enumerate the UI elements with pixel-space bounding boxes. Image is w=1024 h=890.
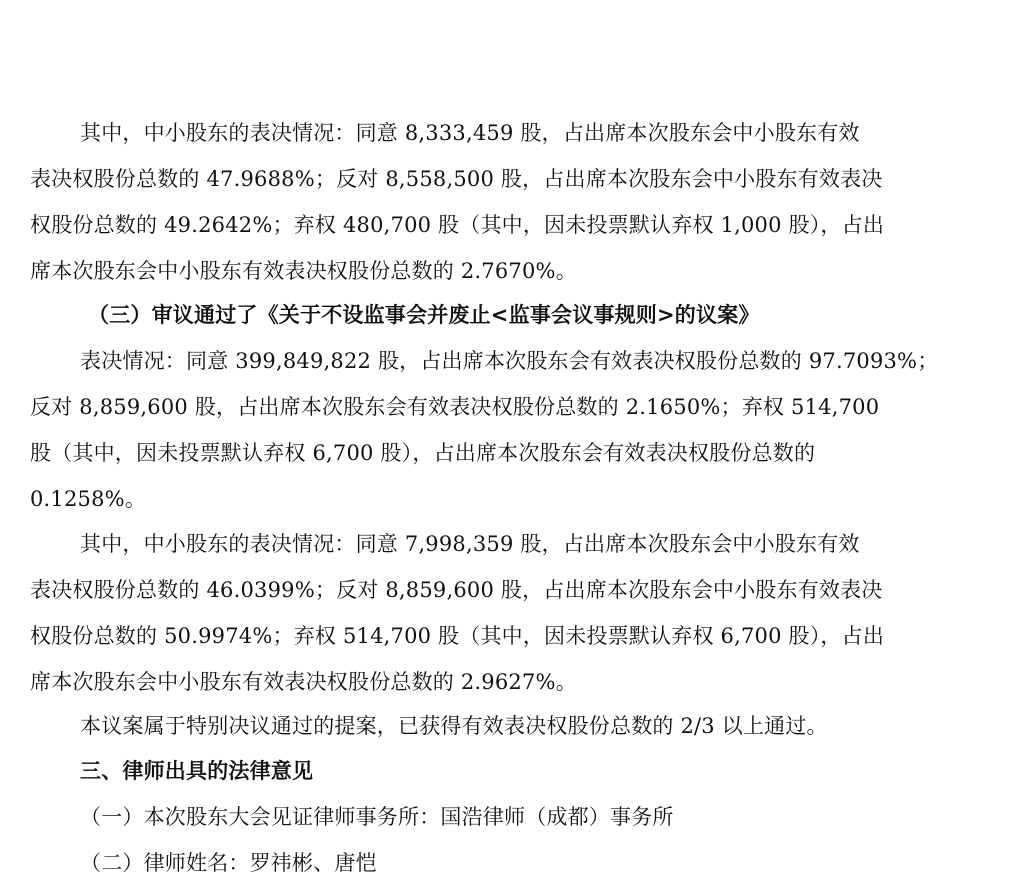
paragraph-line: 本议案属于特别决议通过的提案，已获得有效表决权股份总数的 2/3 以上通过。 — [80, 714, 828, 738]
paragraph-line: 0.1258%。 — [30, 487, 147, 511]
paragraph-line: 权股份总数的 49.2642%；弃权 480,700 股（其中，因未投票默认弃权 1,000 股），占出 — [30, 213, 885, 237]
paragraph-line: 股（其中，因未投票默认弃权 6,700 股），占出席本次股东会有效表决权股份总数的 — [30, 441, 816, 465]
list-item: （二）律师姓名：罗祎彬、唐恺 — [80, 851, 377, 875]
resolution-heading: （三）审议通过了《关于不设监事会并废止<监事会议事规则>的议案》 — [88, 303, 760, 327]
paragraph-line: 其中，中小股东的表决情况：同意 7,998,359 股，占出席本次股东会中小股东有效 — [80, 532, 860, 556]
paragraph-line: 席本次股东会中小股东有效表决权股份总数的 2.7670%。 — [30, 259, 577, 283]
list-item: （一）本次股东大会见证律师事务所：国浩律师（成都）事务所 — [80, 805, 674, 829]
paragraph-line: 表决情况：同意 399,849,822 股，占出席本次股东会有效表决权股份总数的 97.7093%； — [80, 349, 939, 373]
paragraph-line: 权股份总数的 50.9974%；弃权 514,700 股（其中，因未投票默认弃权 6,700 股），占出 — [30, 624, 885, 648]
paragraph-line: 席本次股东会中小股东有效表决权股份总数的 2.9627%。 — [30, 670, 577, 694]
paragraph-line: 反对 8,859,600 股，占出席本次股东会有效表决权股份总数的 2.1650%；弃权 514,700 — [30, 395, 880, 419]
paragraph-line: 表决权股份总数的 46.0399%；反对 8,859,600 股，占出席本次股东会中小股东有效表决 — [30, 578, 883, 602]
paragraph-line: 表决权股份总数的 47.9688%；反对 8,558,500 股，占出席本次股东会中小股东有效表决 — [30, 167, 883, 191]
section-heading: 三、律师出具的法律意见 — [80, 759, 314, 783]
paragraph-line: 其中，中小股东的表决情况：同意 8,333,459 股，占出席本次股东会中小股东有效 — [80, 121, 860, 145]
